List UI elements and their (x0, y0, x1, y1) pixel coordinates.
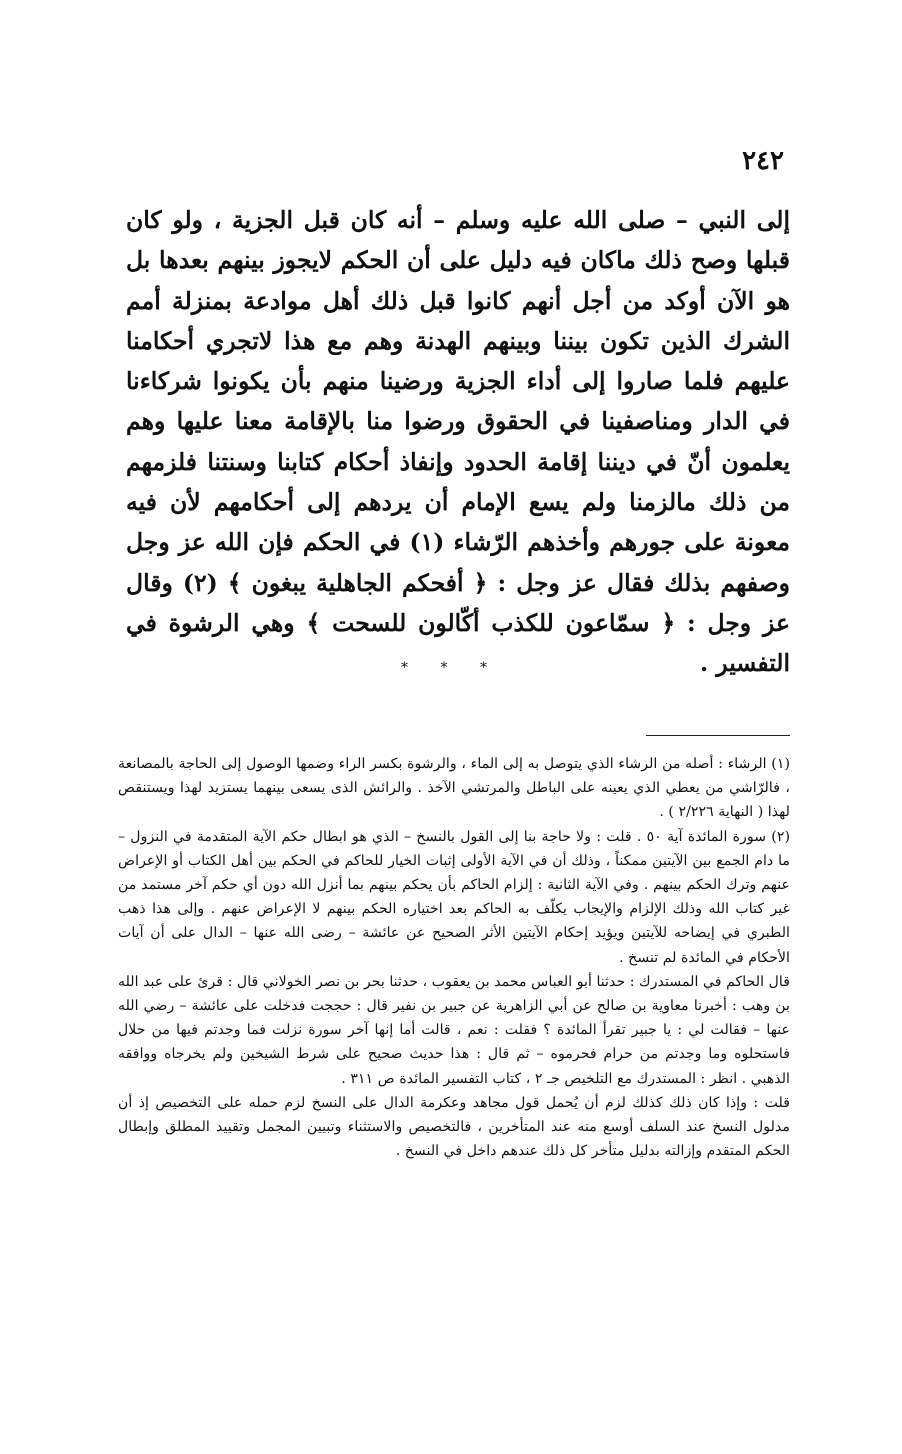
main-text (126, 200, 790, 684)
main-paragraph: إلى النبي – صلى الله عليه وسلم – أنه كان قبل الجزية ، ولو كان قبلها وصح ذلك ماكان فيه دليل على أن الحكم لايجوز بينهم بعدها بل هو الآن أوكد من أجل أنهم كانوا قبل ذلك أهل موادعة بمنزلة أمم الشرك الذين تكون بيننا وبينهم الهدنة وهم مع هذا لاتجري أحكامنا عليهم فلما صاروا إلى أداء الجزية ورضينا منهم بأن يكونوا شركاءنا في الدار ومناصفينا في الحقوق ورضوا منا بالإقامة معنا عليها وهم يعلمون أنّ في ديننا إقامة الحدود وإنفاذ أحكام كتابنا وسنتنا فلزمهم من ذلك مالزمنا ولم يسع الإمام أن يردهم إلى أحكامهم لأن فيه معونة على جورهم وأخذهم الرّشاء (١) في الحكم فإن الله عز وجل وصفهم بذلك فقال عز وجل : ﴿ أفحكم الجاهلية يبغون ﴾ (٢) وقال عز وجل : ﴿ سمّاعون للكذب أكّالون للسحت ﴾ وهي الرشوة في التفسير . (126, 206, 790, 678)
page-number: ٢٤٢ (742, 146, 784, 176)
footnote-2: (٢) سورة المائدة آية ٥٠ . قلت : ولا حاجة بنا إلى القول بالنسخ – الذي هو ابطال حكم الآية المتقدمة في النزول – ما دام الجمع بين الآيتين ممكناً ، وذلك أن في الآية الأولى إثبات الخيار للحاكم في الحكم بين أهل الكتاب أو الإعراض عنهم وترك الحكم بينهم . وفي الآية الثانية : إلزام الحاكم بأن يحكم بينهم بما أنزل الله دون أي حكم آخر مستمد من غير كتاب الله وذلك الإلزام والإيجاب يكلّف به الحاكم بعد اختياره الحكم بينهم لا الإعراض عنهم . وإلى هذا ذهب الطبري في إيضاحه للآيتين ويؤيد إحكام الآيتين الأثر الصحيح عن عائشة – رضى الله عنها – الدال على أن آيات الأحكام في المائدة لم تنسخ . (118, 828, 790, 966)
footnote-2-conclusion: قلت : وإذا كان ذلك كذلك لزم أن يُحمل قول مجاهد وعكرمة الدال على النسخ لزم حمله على التخصيص إذ أن مدلول النسخ عند السلف أوسع منه عند المتأخرين ، فالتخصيص والاستثناء وتبيين المجمل وتقييد المطلق وإبطال الحكم المتقدم وإزالته بدليل متأخر كل ذلك عندهم داخل في النسخ . (118, 1094, 790, 1160)
footnote-separator-line (646, 735, 790, 736)
footnotes (118, 752, 790, 1163)
section-divider: * * * (401, 660, 501, 676)
footnote-1: (١) الرشاء : أصله من الرشاء الذي يتوصل به إلى الماء ، والرشوة بكسر الراء وضمها الوصول إلى الحاجة بالمصانعة ، فالرّاشي من يعطي الذي يعينه على الباطل والمرتشي الآخذ . والرائش الذى يسعى بينهما يستزيد لهذا ويستنقص لهذا ( النهاية ٢/٢٢٦ ) . (118, 756, 790, 821)
footnote-2-hadith: قال الحاكم في المستدرك : حدثنا أبو العباس محمد بن يعقوب ، حدثنا بحر بن نصر الخولاني قال : قرئ على عبد الله بن وهب : أخبرنا معاوية بن صالح عن أبي الزاهرية عن جبير بن نفير قال : حججت فدخلت على عائشة – رضي الله عنها – فقالت لي : يا جبير تقرأ المائدة ؟ فقلت : نعم ، قالت أما إنها آخر سورة نزلت فما وجدتم فيها من حلال فاستحلوه وما وجدتم من حرام فحرموه – ثم قال : هذا حديث صحيح على شرط الشيخين ولم يخرجاه ووافقه الذهبي . انظر : المستدرك مع التلخيص جـ ٢ ، كتاب التفسير المائدة ص ٣١١ . (118, 973, 790, 1087)
